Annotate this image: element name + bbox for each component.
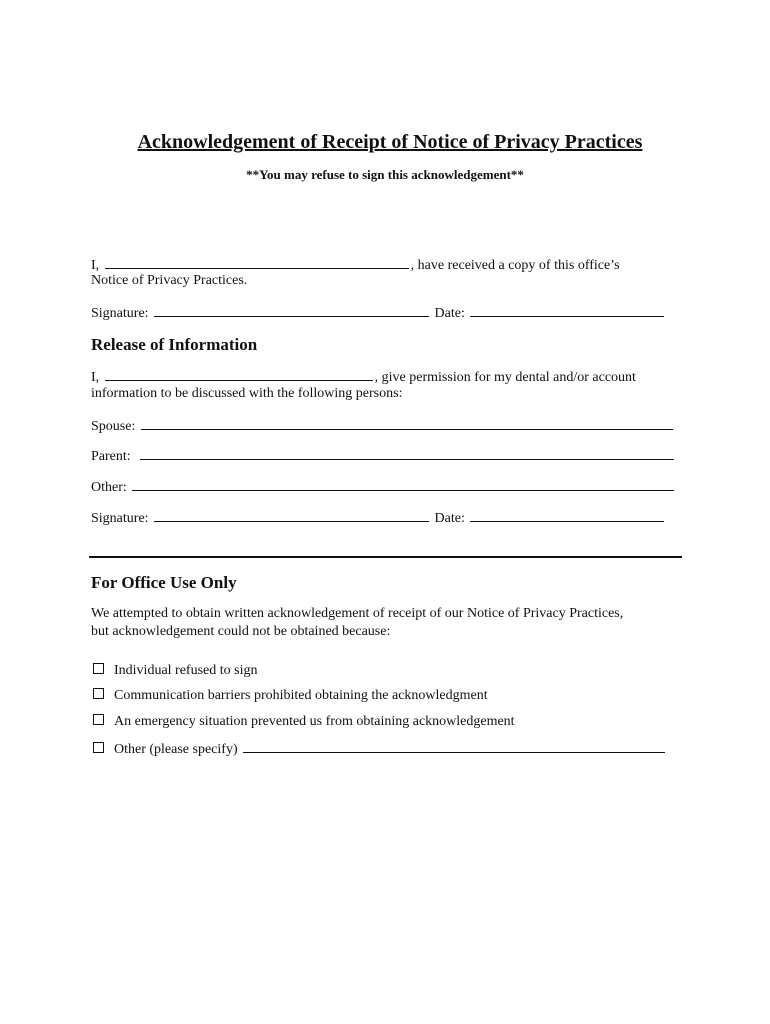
other-row <box>91 478 676 496</box>
parent-field[interactable] <box>140 447 674 460</box>
office-para-line2: but acknowledgement could not be obtained because: <box>91 624 391 639</box>
option-communication-label: Communication barriers prohibited obtaining the acknowledgment <box>114 688 488 703</box>
ack-date-label: Date: <box>434 306 465 321</box>
release-heading: Release of Information <box>91 335 258 354</box>
form-title: Acknowledgement of Receipt of Notice of Privacy Practices <box>137 131 643 153</box>
other-specify-field[interactable] <box>243 740 665 753</box>
release-signature-row <box>91 509 666 527</box>
option-communication[interactable] <box>93 688 488 704</box>
ack-i-label: I, <box>91 258 100 273</box>
release-date-label: Date: <box>434 511 465 526</box>
checkbox-emergency[interactable] <box>93 714 104 725</box>
other-field[interactable] <box>132 478 674 491</box>
release-permission-text: , give permission for my dental and/or account <box>374 370 636 385</box>
ack-notice-text: Notice of Privacy Practices. <box>91 273 248 288</box>
release-name-field[interactable] <box>105 368 373 381</box>
release-date-field[interactable] <box>470 509 664 522</box>
spouse-row <box>91 417 675 435</box>
office-heading: For Office Use Only <box>91 573 237 592</box>
spouse-field[interactable] <box>141 417 673 430</box>
office-para-line1: We attempted to obtain written acknowledgement of receipt of our Notice of Privacy Practices, <box>91 606 624 621</box>
option-other-label: Other (please specify) <box>114 742 238 757</box>
ack-name-row <box>91 256 620 274</box>
ack-date-field[interactable] <box>470 304 664 317</box>
checkbox-other[interactable] <box>93 742 104 753</box>
parent-label: Parent: <box>91 449 131 464</box>
checkbox-communication[interactable] <box>93 688 104 699</box>
release-name-row <box>91 368 636 386</box>
release-signature-label: Signature: <box>91 511 149 526</box>
ack-signature-row <box>91 304 666 322</box>
section-divider <box>89 556 682 558</box>
ack-received-text: , have received a copy of this office’s <box>410 258 620 273</box>
option-refused[interactable] <box>93 663 257 679</box>
ack-signature-label: Signature: <box>91 306 149 321</box>
release-signature-field[interactable] <box>154 509 429 522</box>
ack-signature-field[interactable] <box>154 304 429 317</box>
other-label: Other: <box>91 480 127 495</box>
ack-name-field[interactable] <box>105 256 409 269</box>
option-refused-label: Individual refused to sign <box>114 663 258 678</box>
form-subtitle: **You may refuse to sign this acknowledgement** <box>246 167 524 182</box>
release-info-text: information to be discussed with the following persons: <box>91 386 403 401</box>
checkbox-refused[interactable] <box>93 663 104 674</box>
release-i-label: I, <box>91 370 100 385</box>
option-emergency-label: An emergency situation prevented us from obtaining acknowledgement <box>114 714 515 729</box>
option-other[interactable] <box>93 740 667 758</box>
parent-row <box>91 447 676 465</box>
spouse-label: Spouse: <box>91 419 136 434</box>
option-emergency[interactable] <box>93 714 515 730</box>
